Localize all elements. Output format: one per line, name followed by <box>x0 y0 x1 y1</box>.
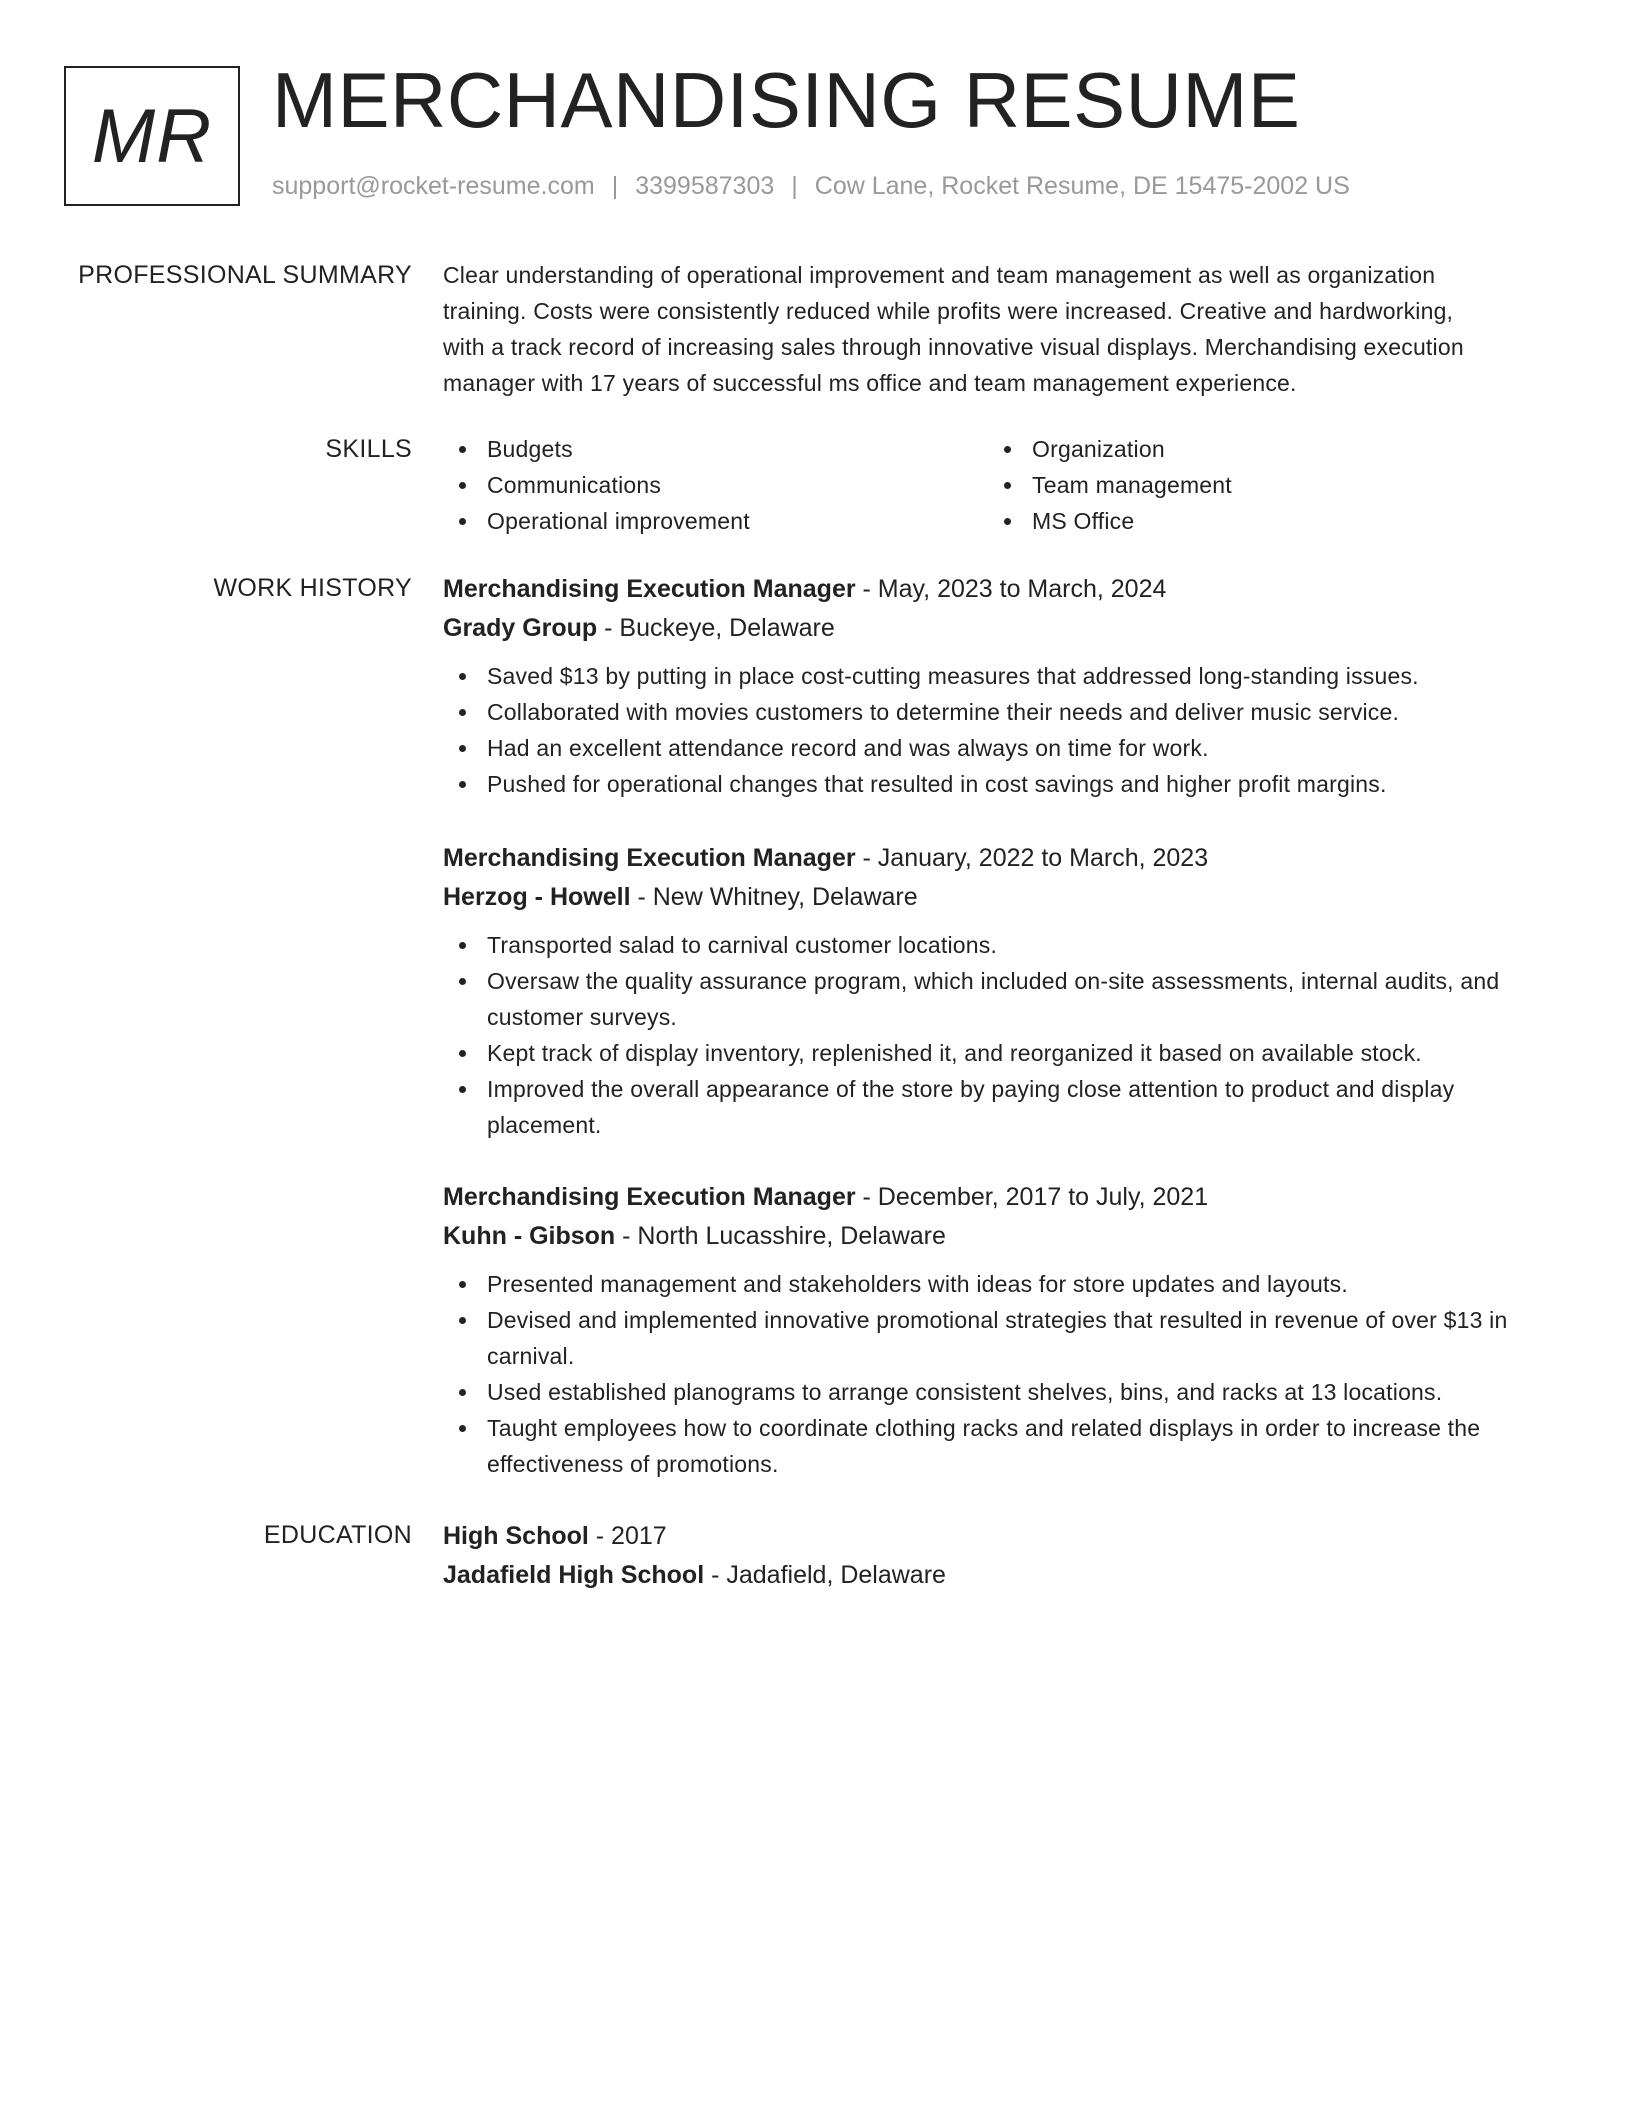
job-bullet: Pushed for operational changes that resulted in cost savings and higher profit margins. <box>443 766 1548 802</box>
job-bullet: Saved $13 by putting in place cost-cutting measures that addressed long-standing issues. <box>443 658 1548 694</box>
job-bullet: Kept track of display inventory, replenished it, and reorganized it based on available stock. <box>443 1035 1548 1071</box>
job-bullet: Had an excellent attendance record and was always on time for work. <box>443 730 1548 766</box>
skills-column-left <box>443 431 988 539</box>
job-bullet: Used established planograms to arrange consistent shelves, bins, and racks at 13 locations. <box>443 1374 1548 1410</box>
job-dates: - December, 2017 to July, 2021 <box>855 1183 1209 1211</box>
work-body <box>443 570 1548 802</box>
section-label-summary: PROFESSIONAL SUMMARY <box>78 261 412 289</box>
section-label-work: WORK HISTORY <box>213 574 412 602</box>
job-entry <box>443 570 1548 802</box>
work-body <box>443 839 1548 1143</box>
job-title-line <box>443 570 1548 609</box>
monogram-logo: MR <box>64 66 240 206</box>
education-school: Jadafield High School <box>443 1561 705 1589</box>
skills-body <box>443 431 1548 539</box>
skill-item: Operational improvement <box>443 503 988 539</box>
summary-body <box>443 257 1548 401</box>
skill-item: Team management <box>988 467 1533 503</box>
section-label-skills: SKILLS <box>325 435 412 463</box>
job-company: Grady Group <box>443 614 598 642</box>
job-title-line <box>443 839 1548 878</box>
contact-phone[interactable]: 3399587303 <box>635 172 775 200</box>
education-location: - Jadafield, Delaware <box>704 1561 946 1589</box>
job-title-line <box>443 1178 1548 1217</box>
job-bullet: Oversaw the quality assurance program, which included on-site assessments, internal audits, and customer surveys. <box>443 963 1548 1035</box>
summary-text <box>443 257 1548 401</box>
work-body <box>443 1178 1548 1482</box>
education-school-line <box>443 1556 1548 1595</box>
skills-grid <box>443 431 1548 539</box>
job-location: - North Lucasshire, Delaware <box>615 1222 946 1250</box>
job-bullet: Taught employees how to coordinate clothing racks and related displays in order to increase the effectiveness of promotions. <box>443 1410 1548 1482</box>
contact-separator: | <box>791 172 798 200</box>
job-company: Herzog - Howell <box>443 883 631 911</box>
job-bullets <box>443 658 1548 802</box>
job-dates: - January, 2022 to March, 2023 <box>855 844 1209 872</box>
job-bullet: Improved the overall appearance of the store by paying close attention to product and display placement. <box>443 1071 1548 1143</box>
job-company: Kuhn - Gibson <box>443 1222 616 1250</box>
education-body <box>443 1517 1548 1595</box>
summary-line: Clear understanding of operational improvement and team management as well as organization <box>443 262 1436 288</box>
education-degree-line <box>443 1517 1548 1556</box>
resume-title: MERCHANDISING RESUME <box>272 56 1301 144</box>
skill-item: MS Office <box>988 503 1533 539</box>
job-bullet: Presented management and stakeholders with ideas for store updates and layouts. <box>443 1266 1548 1302</box>
job-company-line <box>443 878 1548 917</box>
job-location: - Buckeye, Delaware <box>597 614 835 642</box>
summary-line: training. Costs were consistently reduced while profits were increased. Creative and hardworking, <box>443 298 1454 324</box>
job-company-line <box>443 1217 1548 1256</box>
skill-item: Budgets <box>443 431 988 467</box>
summary-line: with a track record of increasing sales through innovative visual displays. Merchandising execution <box>443 334 1464 360</box>
job-entry <box>443 1178 1548 1482</box>
education-degree: High School <box>443 1522 589 1550</box>
job-bullet: Transported salad to carnival customer locations. <box>443 927 1548 963</box>
summary-line: manager with 17 years of successful ms office and team management experience. <box>443 370 1297 396</box>
job-title: Merchandising Execution Manager <box>443 575 856 603</box>
job-bullets <box>443 1266 1548 1482</box>
job-location: - New Whitney, Delaware <box>630 883 918 911</box>
job-title: Merchandising Execution Manager <box>443 1183 856 1211</box>
education-year: - 2017 <box>588 1522 667 1550</box>
skills-column-right <box>988 431 1533 539</box>
skill-item: Communications <box>443 467 988 503</box>
job-entry <box>443 839 1548 1143</box>
skill-item: Organization <box>988 431 1533 467</box>
contact-email[interactable]: support@rocket-resume.com <box>272 172 595 200</box>
section-label-education: EDUCATION <box>263 1521 412 1549</box>
job-bullet: Collaborated with movies customers to determine their needs and deliver music service. <box>443 694 1548 730</box>
job-title: Merchandising Execution Manager <box>443 844 856 872</box>
contact-separator: | <box>611 172 619 200</box>
contact-address: Cow Lane, Rocket Resume, DE 15475-2002 US <box>814 172 1350 200</box>
job-bullet: Devised and implemented innovative promotional strategies that resulted in revenue of over $13 in carnival. <box>443 1302 1548 1374</box>
contact-line <box>272 172 1350 201</box>
job-bullets <box>443 927 1548 1143</box>
job-dates: - May, 2023 to March, 2024 <box>855 575 1167 603</box>
job-company-line <box>443 609 1548 648</box>
